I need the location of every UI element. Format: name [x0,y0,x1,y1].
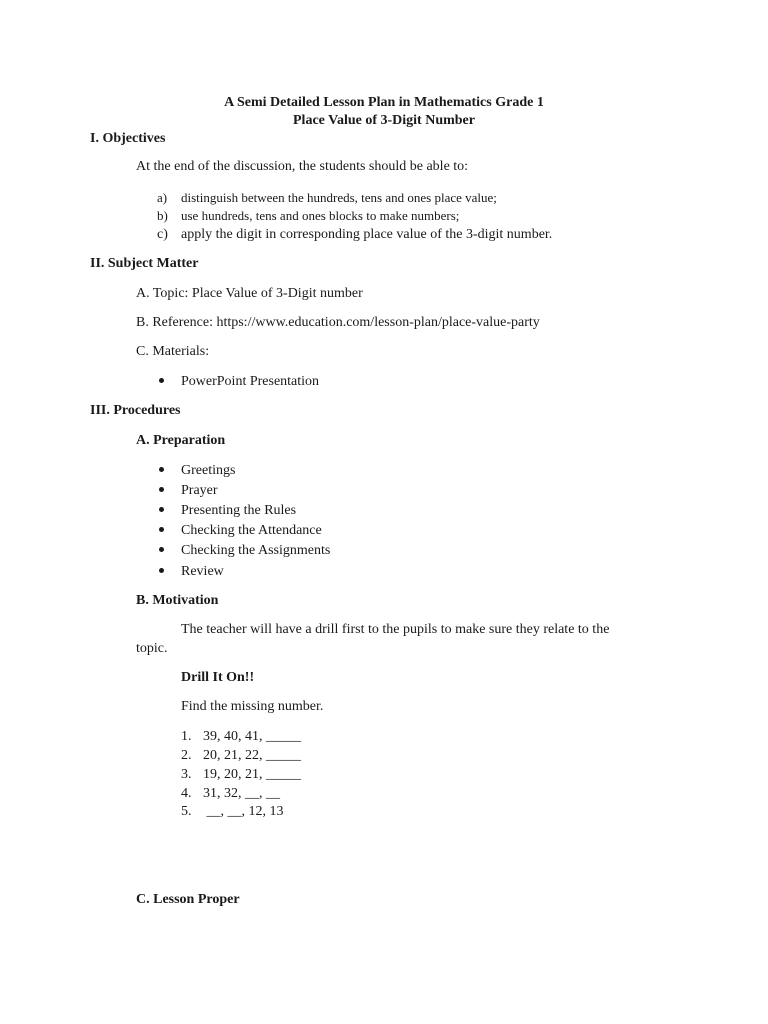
drill-item: __, __, 12, 13 [203,804,284,819]
objective-item-b: use hundreds, tens and ones blocks to make numbers; [181,208,460,223]
drill-item: 19, 20, 21, _____ [203,767,301,782]
objective-marker-c: c) [157,227,168,242]
materials-item: PowerPoint Presentation [181,374,320,389]
bullet-icon [159,507,164,512]
bullet-icon [159,547,164,552]
bullet-icon [159,378,164,383]
motivation-heading: B. Motivation [136,593,219,608]
preparation-item: Checking the Assignments [181,543,331,558]
document-subtitle: Place Value of 3-Digit Number [293,113,475,128]
subject-topic: A. Topic: Place Value of 3-Digit number [136,286,363,301]
bullet-icon [159,568,164,573]
preparation-item: Checking the Attendance [181,523,322,538]
subject-reference: B. Reference: https://www.education.com/lesson-plan/place-value-party [136,315,540,330]
objective-item-c: apply the digit in corresponding place value of the 3-digit number. [181,227,553,242]
preparation-item: Review [181,564,224,579]
drill-title: Drill It On!! [181,670,255,685]
document-title: A Semi Detailed Lesson Plan in Mathematics Grade 1 [224,95,544,110]
drill-item: 20, 21, 22, _____ [203,748,301,763]
motivation-paragraph-line2: topic. [136,641,168,656]
drill-item-number: 4. [181,786,192,801]
objective-item-a: distinguish between the hundreds, tens and ones place value; [181,190,497,205]
drill-item-number: 3. [181,767,192,782]
motivation-paragraph-line1: The teacher will have a drill first to the pupils to make sure they relate to the [181,622,610,637]
bullet-icon [159,527,164,532]
drill-item: 31, 32, __, __ [203,786,280,801]
drill-item-number: 2. [181,748,192,763]
preparation-item: Presenting the Rules [181,503,297,518]
objectives-intro: At the end of the discussion, the students should be able to: [136,159,469,174]
preparation-heading: A. Preparation [136,433,226,448]
objective-marker-a: a) [157,190,168,205]
bullet-icon [159,467,164,472]
procedures-heading: III. Procedures [90,403,181,418]
subject-matter-heading: II. Subject Matter [90,256,199,271]
objectives-heading: I. Objectives [90,131,166,146]
drill-item: 39, 40, 41, _____ [203,729,301,744]
preparation-item: Prayer [181,483,218,498]
subject-materials: C. Materials: [136,344,210,359]
lesson-proper-heading: C. Lesson Proper [136,892,240,907]
objective-marker-b: b) [157,208,168,223]
drill-item-number: 1. [181,729,192,744]
drill-instruction: Find the missing number. [181,699,324,714]
bullet-icon [159,487,164,492]
drill-item-number: 5. [181,804,192,819]
preparation-item: Greetings [181,463,236,478]
